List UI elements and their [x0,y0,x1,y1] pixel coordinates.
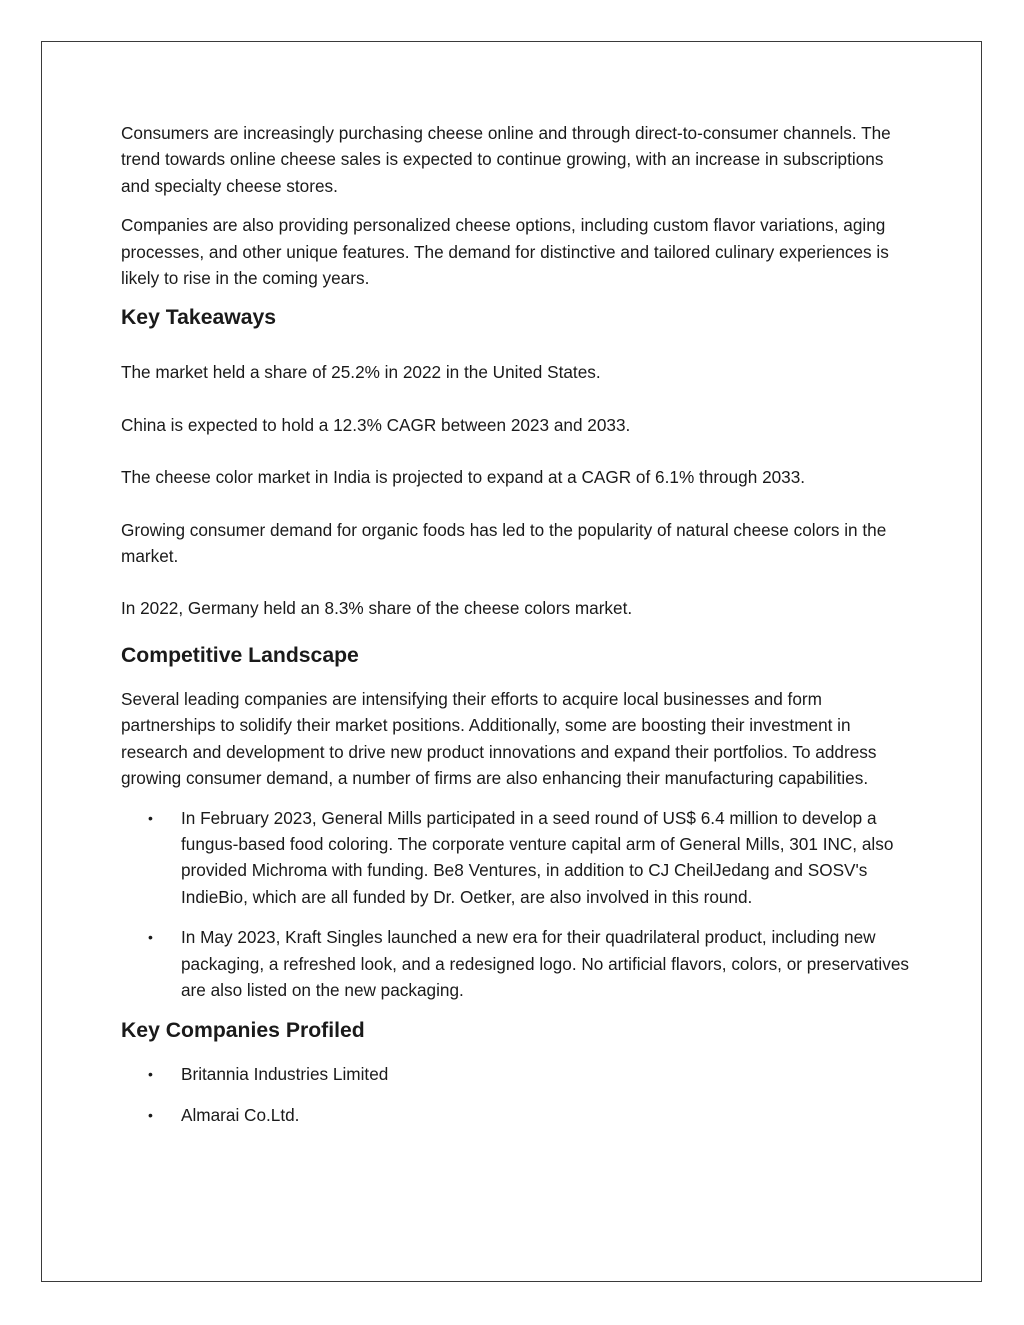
key-takeaways-heading: Key Takeaways [121,306,277,330]
takeaway-item: The market held a share of 25.2% in 2022 in the United States. [121,362,601,383]
key-companies-heading: Key Companies Profiled [121,1019,365,1043]
competitive-landscape-paragraph: Several leading companies are intensifying their efforts to acquire local businesses and form partnerships to solidify their market positions. Additionally, some are boosting their investment in research and development to drive new product innovations and expand their portfolios. To address growing consumer demand, a number of firms are also enhancing their manufacturing capabilities. [121,688,877,789]
takeaway-item: The cheese color market in India is projected to expand at a CAGR of 6.1% through 2033. [121,467,806,488]
document-body [121,120,911,1142]
intro-paragraph-1: Consumers are increasingly purchasing cheese online and through direct-to-consumer channels. The trend towards online cheese sales is expected to continue growing, with an increase in subscriptions and specialty cheese stores. [121,123,891,196]
list-item [121,924,911,1003]
list-item [121,805,911,911]
list-item [121,1102,911,1128]
list-item-text: In February 2023, General Mills participated in a seed round of US$ 6.4 million to develop a fungus-based food coloring. The corporate venture capital arm of General Mills, 301 INC, also provided Michroma with funding. Be8 Ventures, in addition to CJ CheilJedang and SOSV's IndieBio, which are all funded by Dr. Oetker, are also involved in this round. [181,807,894,907]
competitive-landscape-heading: Competitive Landscape [121,643,359,667]
takeaway-item: In 2022, Germany held an 8.3% share of the cheese colors market. [121,598,633,619]
list-item-text: Britannia Industries Limited [181,1064,389,1085]
list-item [121,1061,911,1087]
takeaway-item: Growing consumer demand for organic foods has led to the popularity of natural cheese colors in the market. [121,519,887,567]
takeaway-item: China is expected to hold a 12.3% CAGR between 2023 and 2033. [121,414,631,435]
bullet-icon: • [148,929,153,946]
key-companies-list [121,1061,911,1128]
bullet-icon: • [148,1106,153,1123]
list-item-text: In May 2023, Kraft Singles launched a new era for their quadrilateral product, including new packaging, a refreshed look, and a redesigned logo. No artificial flavors, colors, or preservatives are also listed on the new packaging. [181,927,909,1000]
bullet-icon: • [148,1066,153,1083]
bullet-icon: • [148,809,153,826]
intro-paragraph-2: Companies are also providing personalized cheese options, including custom flavor variations, aging processes, and other unique features. The demand for distinctive and tailored culinary experiences is likely to rise in the coming years. [121,215,889,289]
competitive-landscape-list [121,805,911,1004]
list-item-text: Almarai Co.Ltd. [181,1104,300,1125]
